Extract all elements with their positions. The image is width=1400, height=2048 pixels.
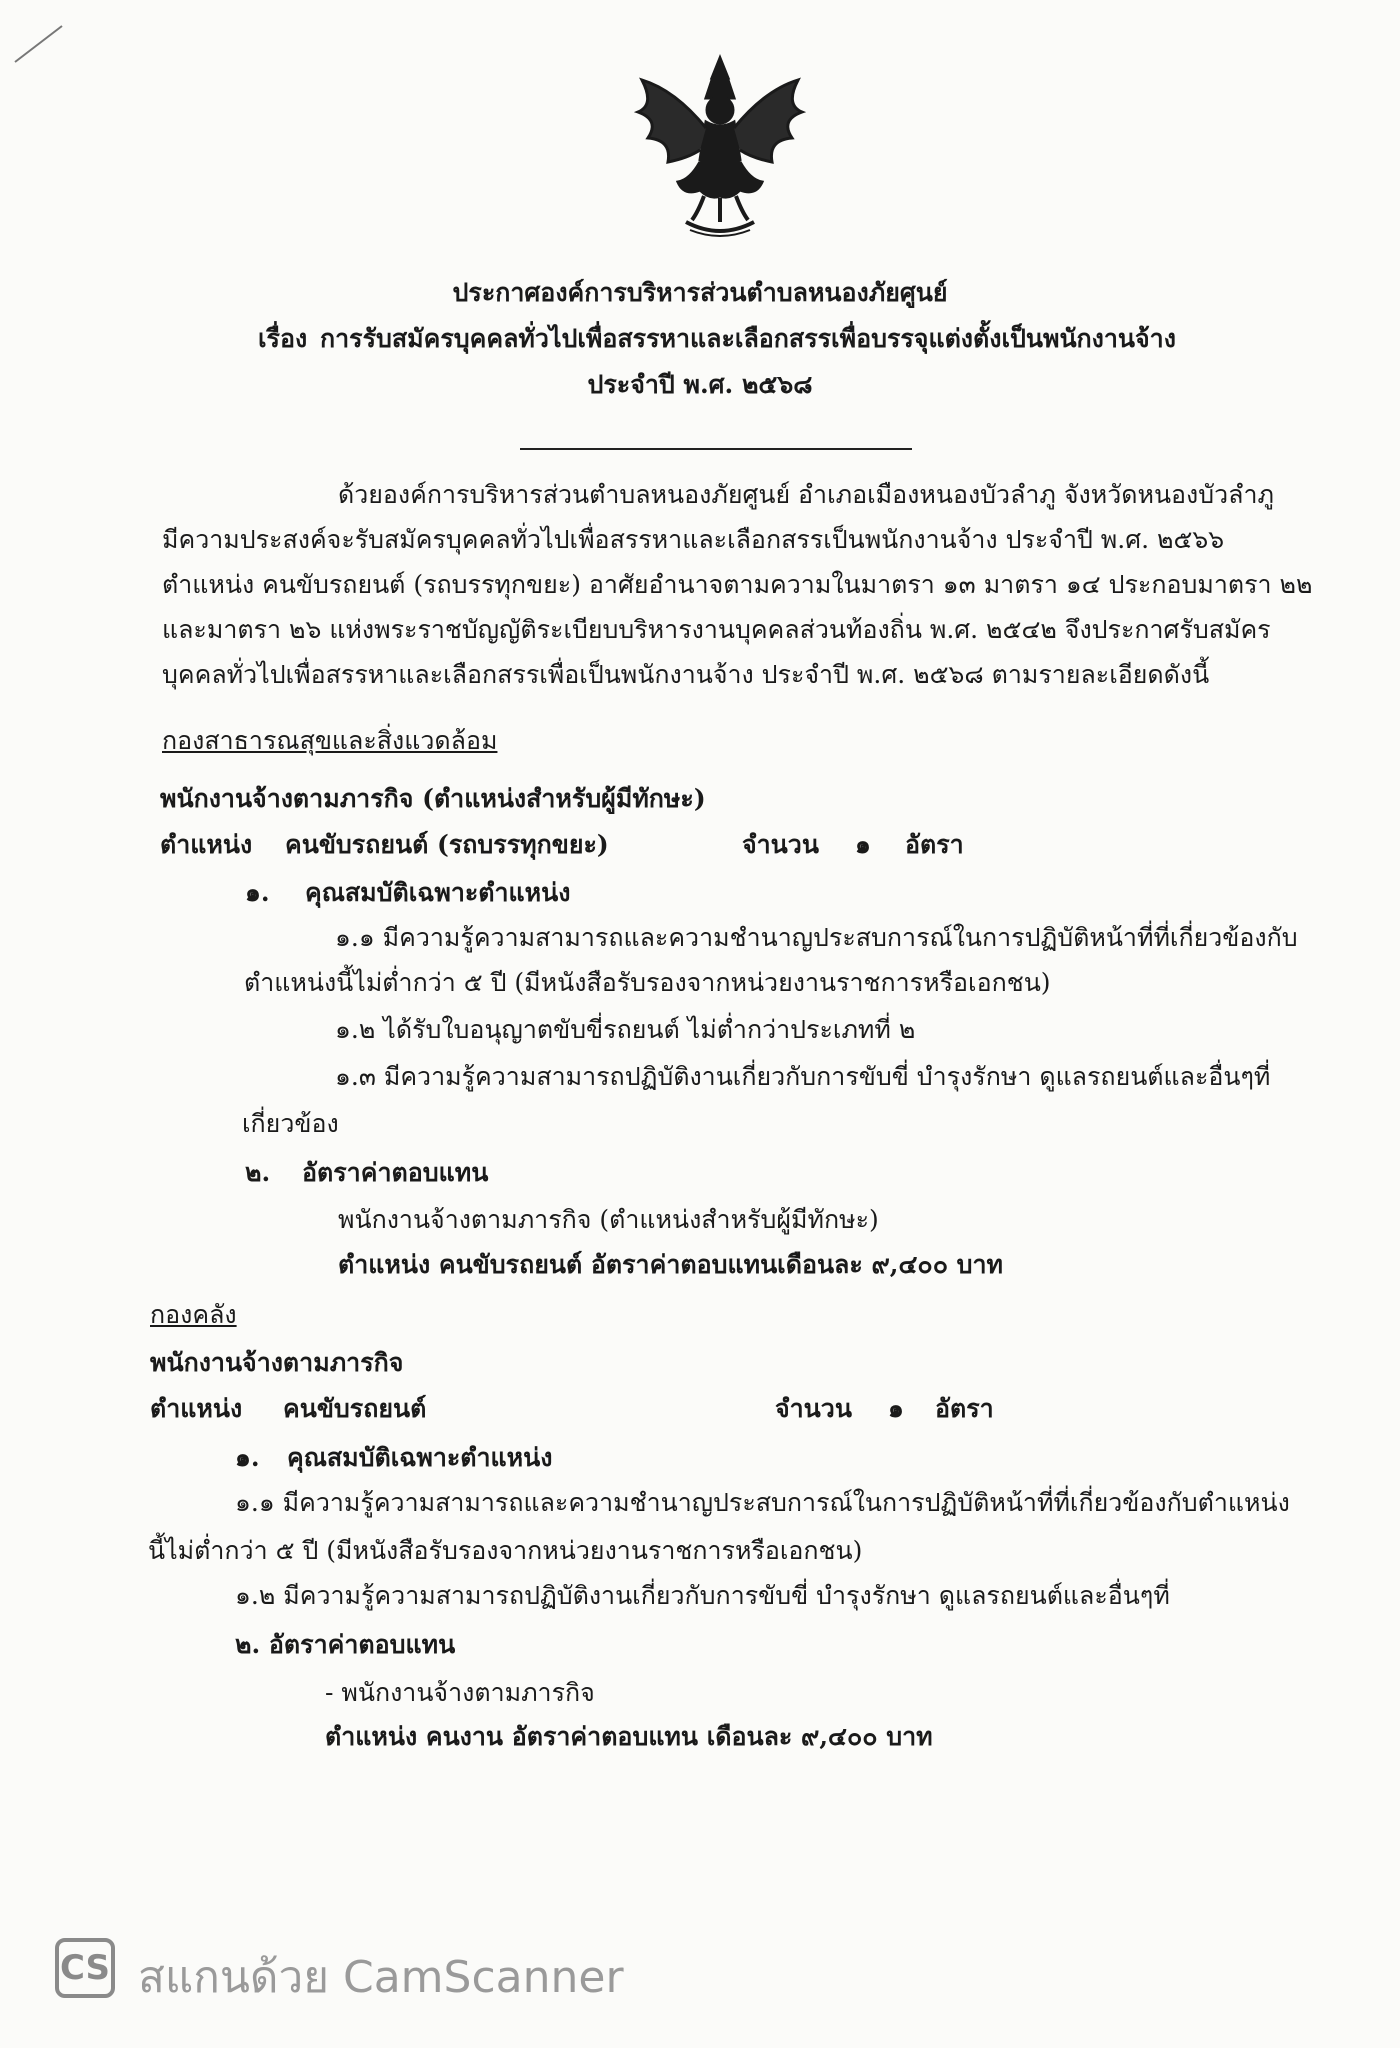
section2-count-label: จำนวน: [775, 1394, 852, 1423]
section1-count-unit: อัตรา: [905, 830, 964, 859]
section1-qual-1-1-cont: ตำแหน่งนี้ไม่ต่ำกว่า ๕ ปี (มีหนังสือรับรองจากหน่วยงานราชการหรือเอกชน): [244, 968, 1051, 997]
section1-position-label: ตำแหน่ง: [160, 830, 253, 859]
intro-line-3: ตำแหน่ง คนขับรถยนต์ (รถบรรทุกขยะ) อาศัยอำนาจตามความในมาตรา ๑๓ มาตรา ๑๔ ประกอบมาตรา ๒๒: [162, 570, 1313, 599]
section1-qual-1-3: ๑.๓ มีความรู้ความสามารถปฏิบัติงานเกี่ยวกับการขับขี่ บำรุงรักษา ดูแลรถยนต์และอื่นๆที่: [335, 1062, 1271, 1091]
section2-count: ๑: [888, 1394, 904, 1423]
camscanner-logo-icon: CS: [55, 1938, 115, 1998]
section2-pay-title: ๒. อัตราค่าตอบแทน: [235, 1630, 456, 1659]
section1-type: พนักงานจ้างตามภารกิจ (ตำแหน่งสำหรับผู้มีทักษะ): [160, 784, 706, 813]
section1-count: ๑: [855, 830, 871, 859]
section2-qual-1-2: ๑.๒ มีความรู้ความสามารถปฏิบัติงานเกี่ยวกับการขับขี่ บำรุงรักษา ดูแลรถยนต์และอื่นๆที่: [235, 1581, 1170, 1610]
section1-qual-1-1: ๑.๑ มีความรู้ความสามารถและความชำนาญประสบการณ์ในการปฏิบัติหน้าที่ที่เกี่ยวข้องกับ: [335, 923, 1298, 952]
section2-qual-number: ๑.: [235, 1443, 260, 1472]
section2-type: พนักงานจ้างตามภารกิจ: [150, 1348, 404, 1377]
section1-qual-1-2: ๑.๒ ได้รับใบอนุญาตขับขี่รถยนต์ ไม่ต่ำกว่าประเภทที่ ๒: [335, 1015, 916, 1044]
section1-qual-title: คุณสมบัติเฉพาะตำแหน่ง: [305, 878, 571, 907]
announcement-title: ประกาศองค์การบริหารส่วนตำบลหนองภัยศูนย์: [452, 278, 948, 307]
section2-position-label: ตำแหน่ง: [150, 1394, 243, 1423]
section1-pay-type: พนักงานจ้างตามภารกิจ (ตำแหน่งสำหรับผู้มีทักษะ): [338, 1205, 879, 1234]
section2-qual-1-1-cont: นี้ไม่ต่ำกว่า ๕ ปี (มีหนังสือรับรองจากหน่วยงานราชการหรือเอกชน): [148, 1536, 863, 1565]
intro-line-1: ด้วยองค์การบริหารส่วนตำบลหนองภัยศูนย์ อำเภอเมืองหนองบัวลำภู จังหวัดหนองบัวลำภู: [338, 480, 1274, 509]
section1-count-label: จำนวน: [742, 830, 819, 859]
section1-qual-number: ๑.: [245, 878, 270, 907]
section1-pay-number: ๒.: [245, 1158, 271, 1187]
pen-mark: [10, 20, 70, 80]
intro-line-5: บุคคลทั่วไปเพื่อสรรหาและเลือกสรรเพื่อเป็นพนักงานจ้าง ประจำปี พ.ศ. ๒๕๖๘ ตามรายละเอียดดังนี้: [162, 660, 1210, 689]
section2-qual-title: คุณสมบัติเฉพาะตำแหน่ง: [287, 1443, 553, 1472]
section2-count-unit: อัตรา: [935, 1394, 994, 1423]
announcement-year: ประจำปี พ.ศ. ๒๕๖๘: [587, 370, 813, 399]
subject-label: เรื่อง: [258, 324, 308, 353]
section1-division: กองสาธารณสุขและสิ่งแวดล้อม: [162, 726, 498, 755]
garuda-emblem-icon: [620, 50, 820, 245]
section2-position: คนขับรถยนต์: [283, 1394, 427, 1423]
section1-pay-rate: ตำแหน่ง คนขับรถยนต์ อัตราค่าตอบแทนเดือนละ ๙,๔๐๐ บาท: [338, 1250, 1004, 1279]
section1-position: คนขับรถยนต์ (รถบรรทุกขยะ): [285, 830, 609, 859]
section2-division: กองคลัง: [150, 1300, 237, 1329]
intro-line-2: มีความประสงค์จะรับสมัครบุคคลทั่วไปเพื่อสรรหาและเลือกสรรเป็นพนักงานจ้าง ประจำปี พ.ศ. ๒๕๖๖: [162, 525, 1225, 554]
subject-text: การรับสมัครบุคคลทั่วไปเพื่อสรรหาและเลือกสรรเพื่อบรรจุแต่งตั้งเป็นพนักงานจ้าง: [320, 324, 1176, 353]
section1-qual-1-3-cont: เกี่ยวข้อง: [242, 1109, 339, 1138]
section1-pay-title: อัตราค่าตอบแทน: [302, 1158, 489, 1187]
section2-pay-rate: ตำแหน่ง คนงาน อัตราค่าตอบแทน เดือนละ ๙,๔๐๐ บาท: [325, 1722, 933, 1751]
intro-line-4: และมาตรา ๒๖ แห่งพระราชบัญญัติระเบียบบริหารงานบุคคลส่วนท้องถิ่น พ.ศ. ๒๕๔๒ จึงประกาศรับสมัคร: [162, 615, 1271, 644]
camscanner-watermark: สแกนด้วย CamScanner: [138, 1952, 624, 2003]
title-divider: [520, 448, 912, 450]
section2-qual-1-1: ๑.๑ มีความรู้ความสามารถและความชำนาญประสบการณ์ในการปฏิบัติหน้าที่ที่เกี่ยวข้องกับตำแหน่ง: [235, 1488, 1290, 1517]
section2-pay-type: - พนักงานจ้างตามภารกิจ: [325, 1678, 595, 1707]
